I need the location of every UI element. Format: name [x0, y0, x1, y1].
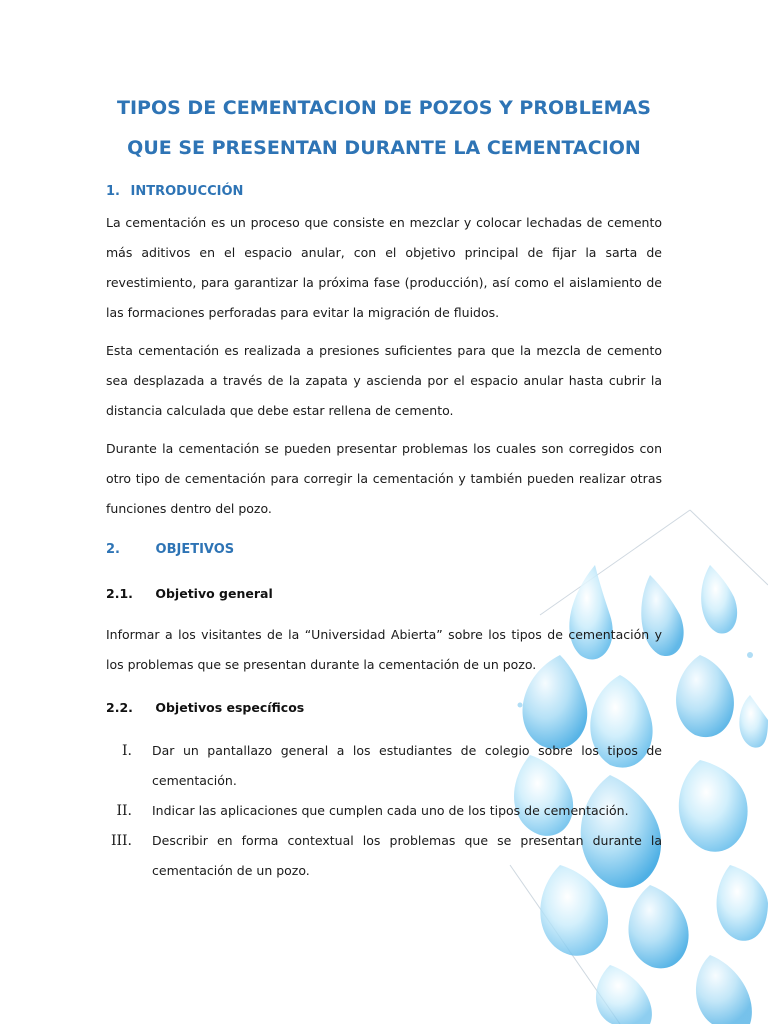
- subsection-heading-label: Objetivos específicos: [155, 700, 305, 715]
- subsection-heading-label: Objetivo general: [155, 586, 273, 601]
- list-numeral: I.: [122, 743, 132, 759]
- section-heading-label: OBJETIVOS: [155, 542, 235, 557]
- subsection-heading-objetivo-general: [106, 584, 662, 604]
- section-heading-objetivos: [106, 540, 662, 560]
- title-line-1: TIPOS DE CEMENTACION DE POZOS Y PROBLEMAS: [117, 97, 651, 119]
- intro-paragraph-3: Durante la cementación se pueden presentar problemas los cuales son corregidos con otro tipo de cementación para corregir la cementación y también pueden realizar otras funciones dentro del pozo.: [106, 441, 662, 516]
- list-item: [106, 826, 662, 886]
- section-heading-introduccion: [106, 182, 662, 202]
- intro-paragraph-2: Esta cementación es realizada a presiones suficientes para que la mezcla de cemento sea desplazada a través de la zapata y ascienda por el espacio anular hasta cubrir la distancia calculada que debe estar rellena de cemento.: [106, 343, 662, 418]
- section-heading-label: INTRODUCCIÓN: [130, 184, 244, 199]
- title-line-2: QUE SE PRESENTAN DURANTE LA CEMENTACION: [127, 137, 641, 159]
- intro-paragraph-1: La cementación es un proceso que consiste en mezclar y colocar lechadas de cemento más aditivos en el espacio anular, con el objetivo principal de fijar la sarta de revestimiento, para garantizar la próxima fase (producción), así como el aislamiento de las formaciones perforadas para evitar la migración de fluidos.: [106, 215, 662, 320]
- section-number: 1.: [106, 184, 120, 199]
- objetivos-especificos-list: [106, 736, 662, 886]
- objetivo-general-paragraph: Informar a los visitantes de la “Universidad Abierta” sobre los tipos de cementación y los problemas que se presentan durante la cementación de un pozo.: [106, 627, 662, 672]
- document-title: [98, 88, 670, 168]
- list-item-text: Indicar las aplicaciones que cumplen cada uno de los tipos de cementación.: [152, 803, 629, 818]
- subsection-number: 2.1.: [106, 586, 133, 601]
- list-numeral: III.: [110, 833, 132, 849]
- subsection-number: 2.2.: [106, 700, 133, 715]
- list-item-text: Dar un pantallazo general a los estudiantes de colegio sobre los tipos de cementación.: [152, 743, 662, 788]
- document-content: [106, 88, 662, 886]
- list-numeral: II.: [116, 803, 132, 819]
- list-item: [106, 736, 662, 796]
- section-number: 2.: [106, 542, 120, 557]
- list-item: [106, 796, 662, 826]
- subsection-heading-objetivos-especificos: [106, 698, 662, 718]
- list-item-text: Describir en forma contextual los problemas que se presentan durante la cementación de un pozo.: [152, 833, 662, 878]
